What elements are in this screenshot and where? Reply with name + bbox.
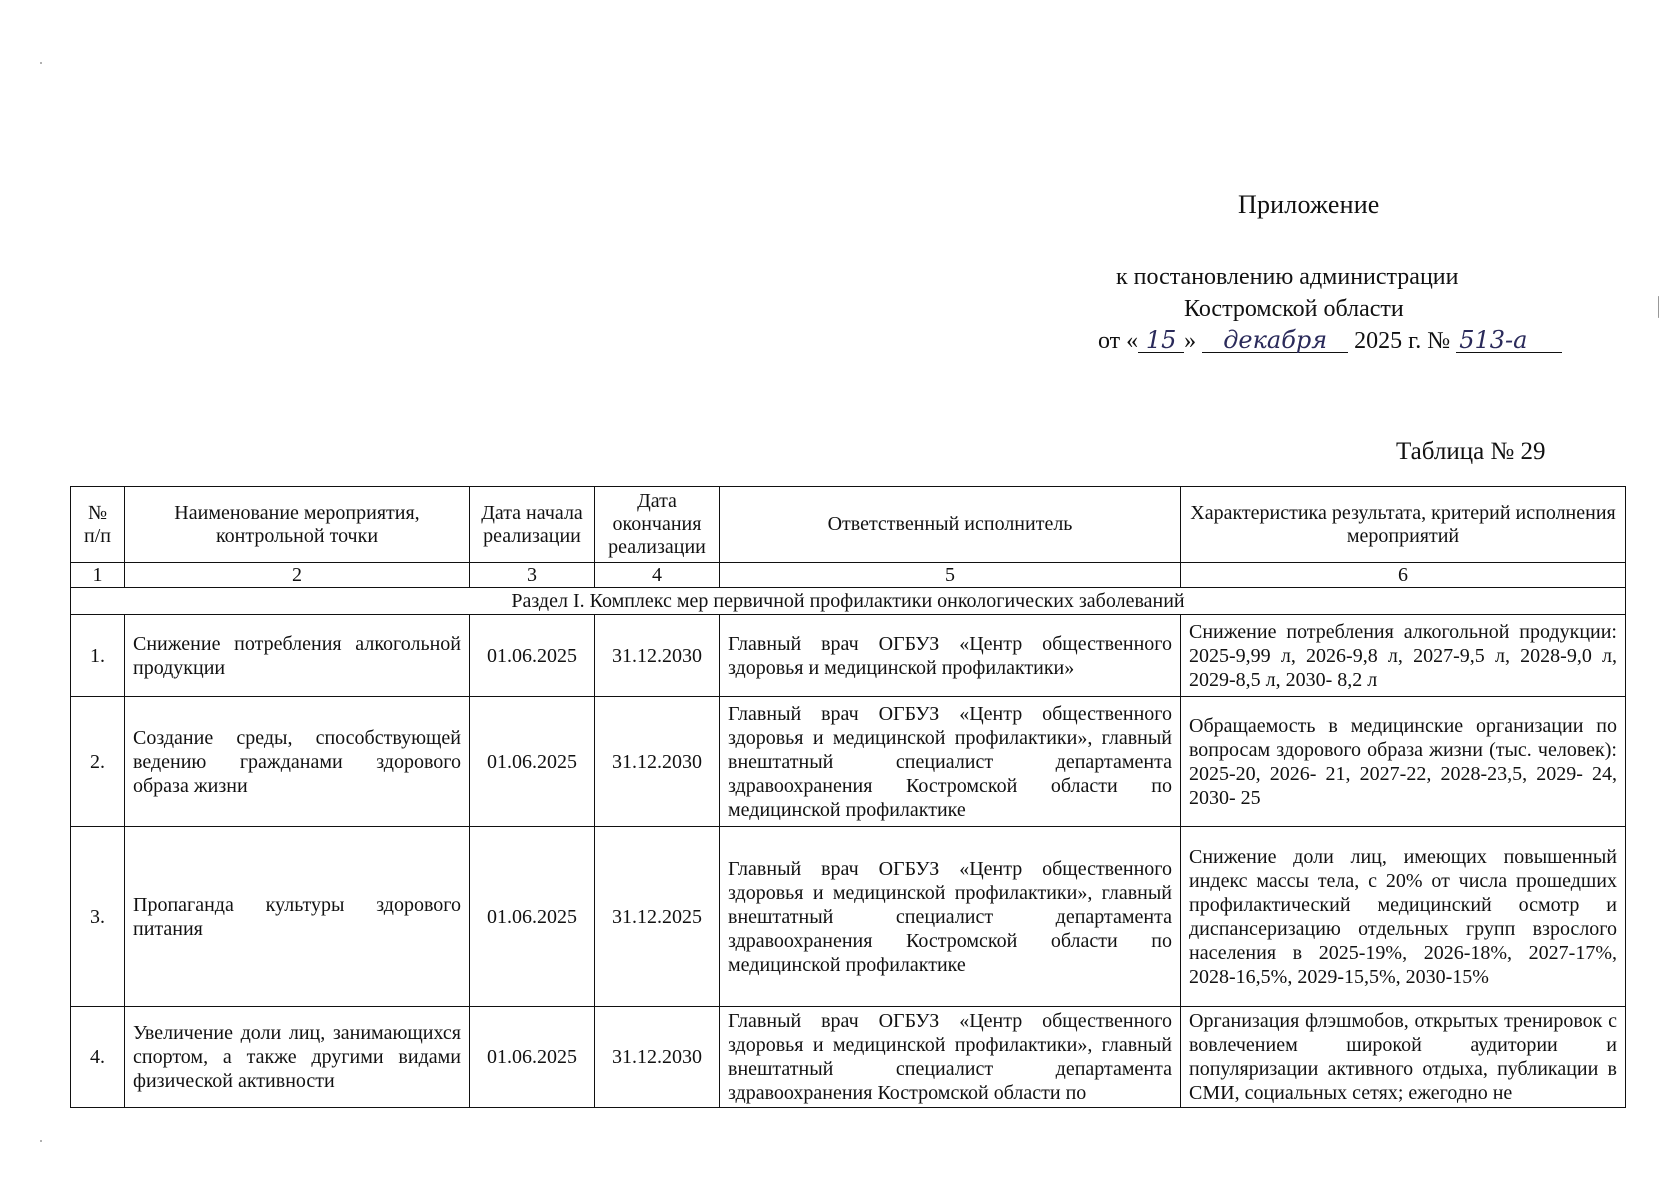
measure-name: Увеличение доли лиц, занимающихся спортом, а также другими видами физической активности [125,1007,470,1108]
table-number: Таблица № 29 [1396,438,1546,465]
table-row [71,697,1626,827]
result-criteria: Обращаемость в медицинские организации по вопросам здорового образа жизни (тыс. человек): 2025-20, 2026- 21, 2027-22, 2028-23,5, 2029- 24, 2030- 25 [1181,697,1626,827]
column-index: 4 [595,563,720,588]
header-measure-name: Наименование мероприятия, контрольной точки [125,487,470,563]
decree-quote-close: » [1184,328,1197,354]
decree-prefix: от « [1098,328,1139,354]
scan-speck [1658,296,1659,318]
end-date: 31.12.2030 [595,1007,720,1108]
executor: Главный врач ОГБУЗ «Центр общественного здоровья и медицинской профилактики», главный внештатный специалист департамента здравоохранения Костромской области по медицинской профилактике [720,827,1181,1007]
decree-date-number-line [1098,328,1562,355]
result-criteria: Снижение доли лиц, имеющих повышенный индекс массы тела, с 20% от числа прошедших профилактический медицинский осмотр и диспансеризацию отдельных групп взрослого населения в 2025-19%, 2026-18%, 2027-17%, 2028-16,5%, 2029-15,5%, 2030-15% [1181,827,1626,1007]
row-number: 3. [71,827,125,1007]
row-number: 2. [71,697,125,827]
table-row [71,1007,1626,1108]
end-date: 31.12.2025 [595,827,720,1007]
appendix-title: Приложение [1238,190,1380,219]
start-date: 01.06.2025 [470,615,595,697]
row-number: 1. [71,615,125,697]
column-index: 5 [720,563,1181,588]
table-row [71,827,1626,1007]
header-result: Характеристика результата, критерий исполнения мероприятий [1181,487,1626,563]
start-date: 01.06.2025 [470,1007,595,1108]
column-index-row [71,563,1626,588]
measure-name: Пропаганда культуры здорового питания [125,827,470,1007]
column-index: 2 [125,563,470,588]
result-criteria: Снижение потребления алкогольной продукции: 2025-9,99 л, 2026-9,8 л, 2027-9,5 л, 2028-9,0 л, 2029-8,5 л, 2030- 8,2 л [1181,615,1626,697]
decree-month-handwritten: декабря [1202,328,1348,353]
section-row [71,588,1626,615]
decree-day-handwritten: 15 [1138,328,1184,353]
scan-speck [40,1140,42,1142]
end-date: 31.12.2030 [595,615,720,697]
executor: Главный врач ОГБУЗ «Центр общественного здоровья и медицинской профилактики» [720,615,1181,697]
decree-year: 2025 г. № [1354,328,1451,354]
scan-speck [40,62,42,64]
executor: Главный врач ОГБУЗ «Центр общественного здоровья и медицинской профилактики», главный внештатный специалист департамента здравоохранения Костромской области по [720,1007,1181,1108]
measures-table [70,486,1626,1108]
end-date: 31.12.2030 [595,697,720,827]
section-title: Раздел I. Комплекс мер первичной профилактики онкологических заболеваний [71,588,1626,615]
header-end-date: Дата окончания реализации [595,487,720,563]
header-executor: Ответственный исполнитель [720,487,1181,563]
column-index: 3 [470,563,595,588]
table-row [71,615,1626,697]
start-date: 01.06.2025 [470,697,595,827]
start-date: 01.06.2025 [470,827,595,1007]
header-number: № п/п [71,487,125,563]
row-number: 4. [71,1007,125,1108]
table-header-row [71,487,1626,563]
measure-name: Создание среды, способствующей ведению гражданами здорового образа жизни [125,697,470,827]
decree-reference-line2: Костромской области [1184,296,1404,322]
column-index: 1 [71,563,125,588]
decree-number-handwritten: 513-а [1456,328,1562,353]
header-start-date: Дата начала реализации [470,487,595,563]
measure-name: Снижение потребления алкогольной продукции [125,615,470,697]
decree-reference-line1: к постановлению администрации [1116,264,1459,290]
column-index: 6 [1181,563,1626,588]
result-criteria: Организация флэшмобов, открытых тренировок с вовлечением широкой аудитории и популяризации активного отдыха, публикации в СМИ, социальных сетях; ежегодно не [1181,1007,1626,1108]
executor: Главный врач ОГБУЗ «Центр общественного здоровья и медицинской профилактики», главный внештатный специалист департамента здравоохранения Костромской области по медицинской профилактике [720,697,1181,827]
